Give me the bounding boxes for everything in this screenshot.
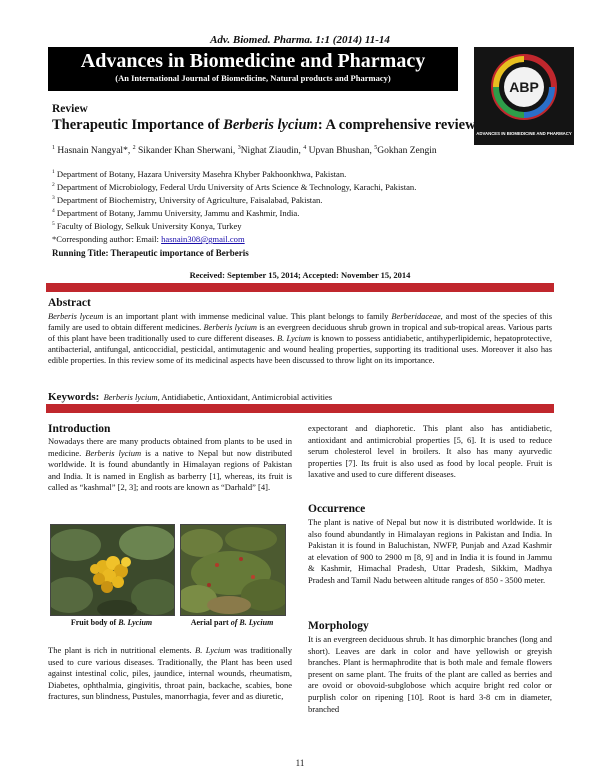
page-number: 11 bbox=[295, 758, 305, 768]
abstract-text: Berberis lyceum is an important plant with immense medicinal value. This plant belongs to family Berberidaceae, and most of the species of this family are used to obtain different medicines. Berberis lycium is an evergreen deciduous shrub grown in tropical and sub-tropical areas. Various parts of this plant have been traditionally used to cure different diseases. B. Lycium is known to possess antidiabetic, antihyperlipidemic, hepatoprotective, antibacterial, antifungal, anticoccidial, pesticidal, antimutagenic and wound healing properties, supporting its traditional uses. Moreover it also has edible properties. In this review some of its medicinal aspects have been discussed to throw light on its importance. bbox=[48, 312, 553, 365]
aerial-part-image-icon bbox=[181, 525, 285, 615]
occurrence-paragraph: The plant is native of Nepal but now it is distributed worldwide. It is also found abundantly in Himalayan regions in Pakistan and India. In Pakistan it is found in Baluchistan, NWFP, Punjab and Azad Kashmir at elevation of 900 to 2900 m [8, 9] and in India it is found in Jammu & Kashmir, Himachal Pradesh, Uttar Pradesh, Sikkim, Madhya Pradesh and Tamil Nadu between altitude ranges of 850 - 3500 meter. bbox=[308, 517, 552, 585]
abp-logo-icon bbox=[474, 47, 574, 145]
journal-header-banner bbox=[48, 47, 458, 91]
journal-logo bbox=[474, 47, 574, 145]
logo-initials: ABP bbox=[509, 79, 539, 95]
section-divider-bar bbox=[46, 283, 554, 292]
journal-name: Advances in Biomedicine and Pharmacy bbox=[80, 50, 426, 72]
logo-caption: ADVANCES IN BIOMEDICINE AND PHARMACY bbox=[476, 131, 572, 136]
author-name: Gokhan Zengin bbox=[377, 146, 437, 157]
figure-caption: Aerial part of B. Lycium bbox=[190, 618, 274, 627]
journal-subtitle: (An International Journal of Biomedicine, Natural products and Pharmacy) bbox=[115, 73, 391, 83]
journal-citation: Adv. Biomed. Pharma. 1:1 (2014) 11-14 bbox=[210, 34, 390, 46]
fruit-body-photo bbox=[50, 524, 175, 616]
author-name: Hasnain Nangyal*, bbox=[57, 146, 133, 157]
received-accepted-dates: Received: September 15, 2014; Accepted: November 15, 2014 bbox=[189, 270, 411, 280]
author-name: Sikander Khan Sherwani, bbox=[137, 146, 238, 157]
occurrence-heading: Occurrence bbox=[308, 503, 366, 515]
affiliation: $^1$ Department of Botany, Hazara University Masehra Khyber Pakhoonkhwa, Pakistan. bbox=[52, 169, 347, 179]
corresponding-author: *Corresponding author: Email: hasnain308@gmail.com bbox=[52, 234, 245, 244]
figure-caption: Fruit body of B. Lycium bbox=[70, 618, 153, 627]
affiliation: $^4$ Department of Botany, Jammu University, Jammu and Kashmir, India. bbox=[52, 208, 300, 218]
introduction-paragraph: The plant is rich in nutritional elements. B. Lycium was traditionally used to cure various diseases. Traditionally, the Plant has been used against intestinal colic, piles, jaundice, internal wounds, rheumatism, Diabetes, ophthalmia, gingivitis, throat pain, backache, scabies, bone fractures, sun blindness, Pustules, manorrhagia, fever and as diuretic, bbox=[48, 645, 292, 702]
keywords: Keywords: Berberis lycium, Antidiabetic, Antioxidant, Antimicrobial activities bbox=[48, 391, 333, 403]
author-email-link[interactable]: hasnain308@gmail.com bbox=[161, 234, 245, 244]
morphology-paragraph: It is an evergreen deciduous shrub. It has dimorphic branches (long and short). Leaves are dark in color and have yellowish or greyish branches. Plant is hermaphrodite that is both male and female flowers present on same plant. The fruits of the plant are called as berries and are ovoid or obovoid-subglobose which acquire bright red color or purplish color on ripening [10]. Root is hard 3-8 cm in diameter, branched bbox=[308, 634, 552, 714]
morphology-heading: Morphology bbox=[308, 620, 369, 632]
affiliation: $^3$ Department of Biochemistry, University of Agriculture, Faisalabad, Pakistan. bbox=[52, 195, 323, 205]
fruit-body-image-icon bbox=[51, 525, 174, 615]
introduction-heading: Introduction bbox=[48, 423, 111, 435]
article-type: Review bbox=[52, 103, 88, 115]
article-title: Therapeutic Importance of Berberis lycium: A comprehensive review bbox=[52, 117, 476, 133]
affiliation: $^5$ Faculty of Biology, Selkuk University Konya, Turkey bbox=[52, 221, 242, 231]
introduction-paragraph: Nowadays there are many products obtained from plants to be used in medicine. Berberis lycium is a native to Nepal but now distributed worldwide. It is found abundantly in Himalayan regions of Pakistan and India. It is named in English as barberry [1], whereas, its fruit is called as “kashmal” [2, 3]; and roots are known as “Darhald” [4]. bbox=[48, 436, 293, 493]
section-divider-bar bbox=[46, 404, 554, 413]
author-name: Upvan Bhushan, bbox=[308, 146, 375, 157]
author-list: $^1$ Hasnain Nangyal*, $^2$ Sikander Khan Sherwani, $^3$Nighat Ziaudin, $^4$ Upvan Bhushan, $^5$Gokhan Zengin bbox=[52, 145, 437, 157]
abstract-heading: Abstract bbox=[48, 297, 91, 309]
aerial-part-photo bbox=[180, 524, 286, 616]
running-title: Running Title: Therapeutic importance of Berberis bbox=[52, 248, 249, 258]
affiliation: $^2$ Department of Microbiology, Federal Urdu University of Arts Science & Technology, Karachi, Pakistan. bbox=[52, 182, 417, 192]
body-paragraph: expectorant and diaphoretic. This plant also has antidiabetic, antioxidant and antimicrobial properties [5, 6]. It is used to reduce serum cholesterol level in broilers. It also has many ayurvedic properties [7]. Its fruit is also used as food by local people. Fruit is laxative and used to cure different diseases. bbox=[308, 423, 552, 480]
author-name: Nighat Ziaudin, bbox=[240, 146, 304, 157]
